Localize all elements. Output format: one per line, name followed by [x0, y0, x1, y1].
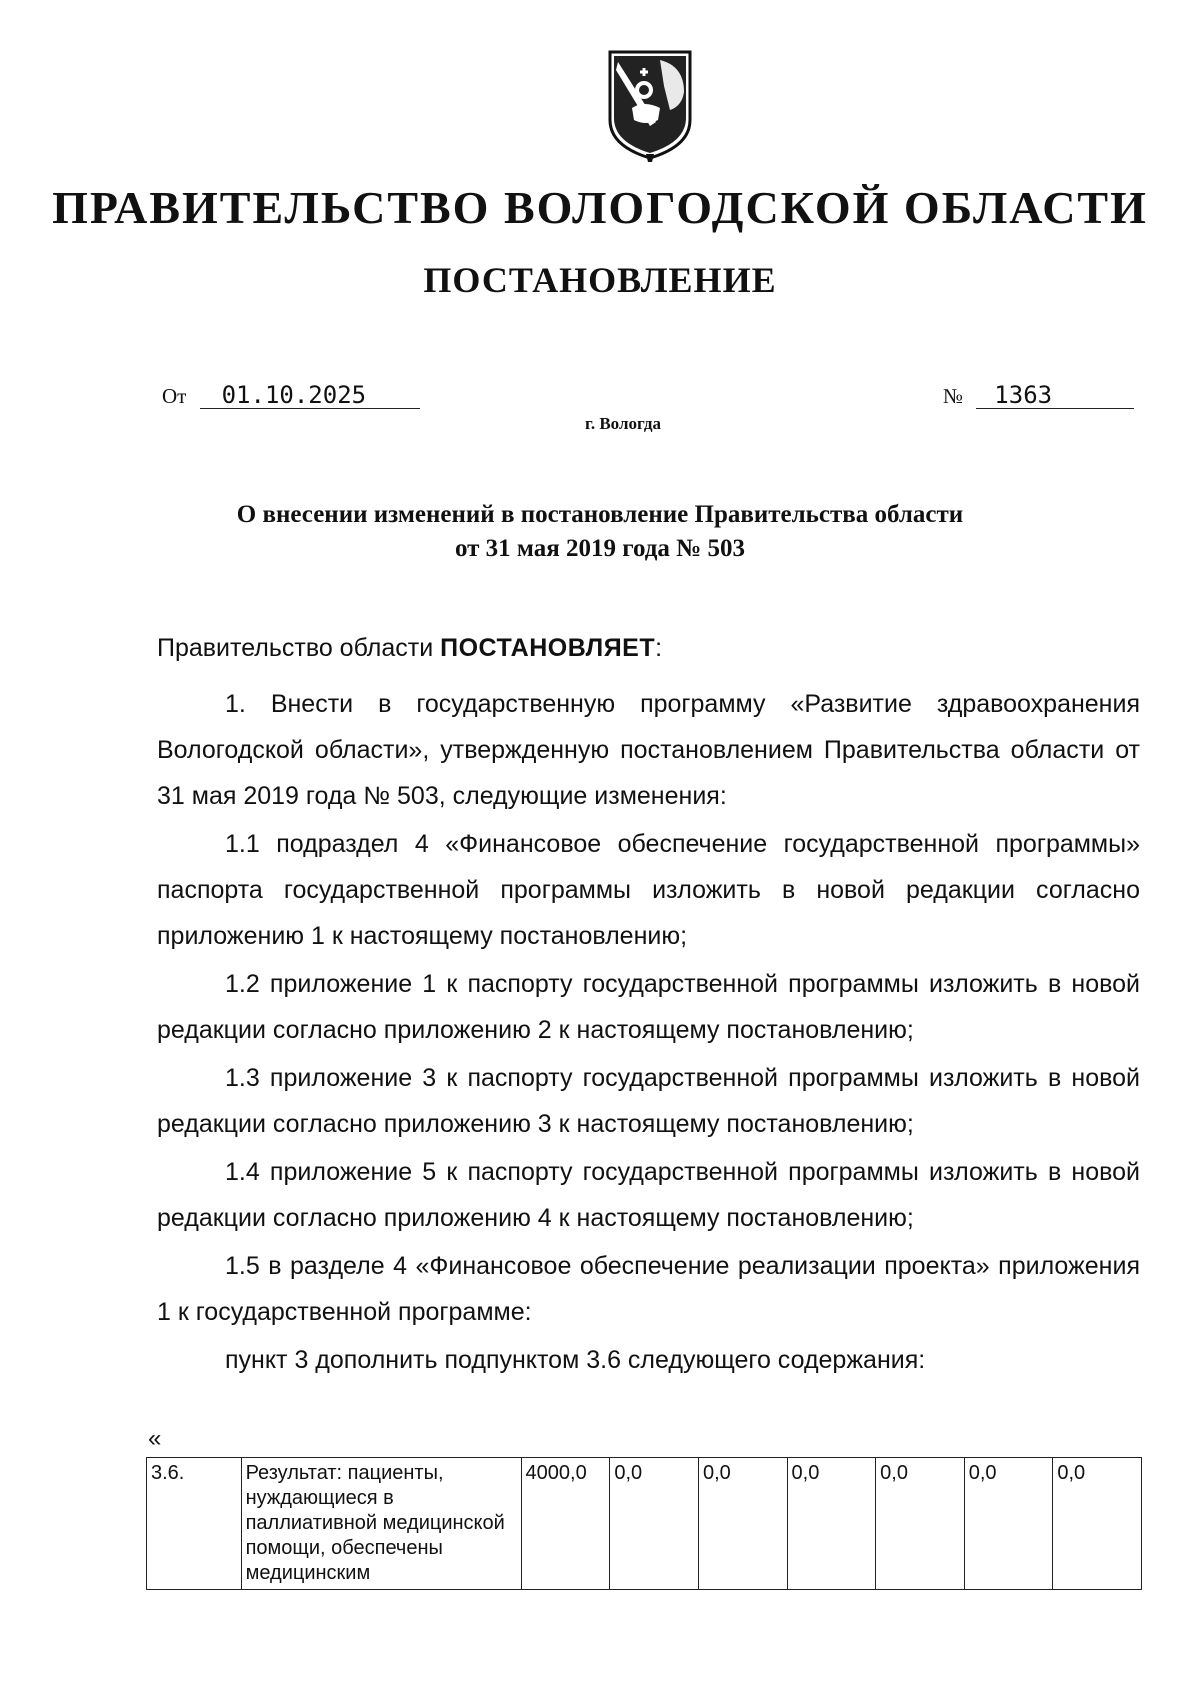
paragraph-1-5: 1.5 в разделе 4 «Финансовое обеспечение реализации проекта» приложения 1 к государственной программе:: [157, 1252, 1140, 1326]
table-cell: Результат: пациенты, нуждающиеся в паллиативной медицинской помощи, обеспечены медицинским: [241, 1458, 521, 1590]
lead-colon: :: [655, 634, 663, 662]
paragraph-1-3: 1.3 приложение 3 к паспорту государственной программы изложить в новой редакции согласно приложению 3 к настоящему постановлению;: [157, 1064, 1140, 1138]
date-prefix: От: [162, 384, 187, 408]
lead-keyword: ПОСТАНОВЛЯЕТ: [440, 634, 656, 662]
date-row: [162, 382, 420, 409]
document-number: 1363: [976, 382, 1134, 409]
table-cell: 0,0: [1053, 1458, 1142, 1590]
document-type: ПОСТАНОВЛЕНИЕ: [423, 260, 777, 300]
vologda-coat-of-arms-icon: [604, 46, 696, 164]
quote-open-mark: «: [148, 1425, 162, 1452]
table-cell: 4000,0: [521, 1458, 610, 1590]
city-label: г. Вологда: [585, 414, 661, 433]
government-title: ПРАВИТЕЛЬСТВО ВОЛОГОДСКОЙ ОБЛАСТИ: [52, 182, 1148, 233]
paragraph-supplement: пункт 3 дополнить подпунктом 3.6 следующего содержания:: [225, 1346, 926, 1374]
table-cell: 0,0: [964, 1458, 1053, 1590]
lead-text: Правительство области: [157, 634, 441, 662]
table-cell: 0,0: [876, 1458, 965, 1590]
table-cell: 0,0: [698, 1458, 787, 1590]
subject-line-1: О внесении изменений в постановление Правительства области: [236, 501, 964, 528]
paragraph-1-2: 1.2 приложение 1 к паспорту государственной программы изложить в новой редакции согласно приложению 2 к настоящему постановлению;: [157, 970, 1140, 1044]
number-prefix: №: [943, 384, 964, 408]
amendment-table: [146, 1457, 1142, 1590]
table-row: [147, 1458, 1142, 1590]
paragraph-1-1: 1.1 подраздел 4 «Финансовое обеспечение государственной программы» паспорта государственной программы изложить в новой редакции согласно приложению 1 к настоящему постановлению;: [157, 830, 1140, 950]
table-cell: 3.6.: [147, 1458, 242, 1590]
number-row: [943, 382, 1134, 409]
paragraph-1: 1. Внести в государственную программу «Развитие здравоохранения Вологодской области», утвержденную постановлением Правительства области от 31 мая 2019 года № 503, следующие изменения:: [157, 690, 1140, 810]
resolution-lead: [157, 625, 1140, 671]
subject-line-2: от 31 мая 2019 года № 503: [454, 535, 746, 562]
paragraph-1-4: 1.4 приложение 5 к паспорту государственной программы изложить в новой редакции согласно приложению 4 к настоящему постановлению;: [157, 1158, 1140, 1232]
document-date: 01.10.2025: [200, 382, 420, 409]
table-cell: 0,0: [787, 1458, 876, 1590]
document-subject: [150, 498, 1050, 566]
table-cell: 0,0: [610, 1458, 699, 1590]
document-body: [157, 625, 1140, 1385]
